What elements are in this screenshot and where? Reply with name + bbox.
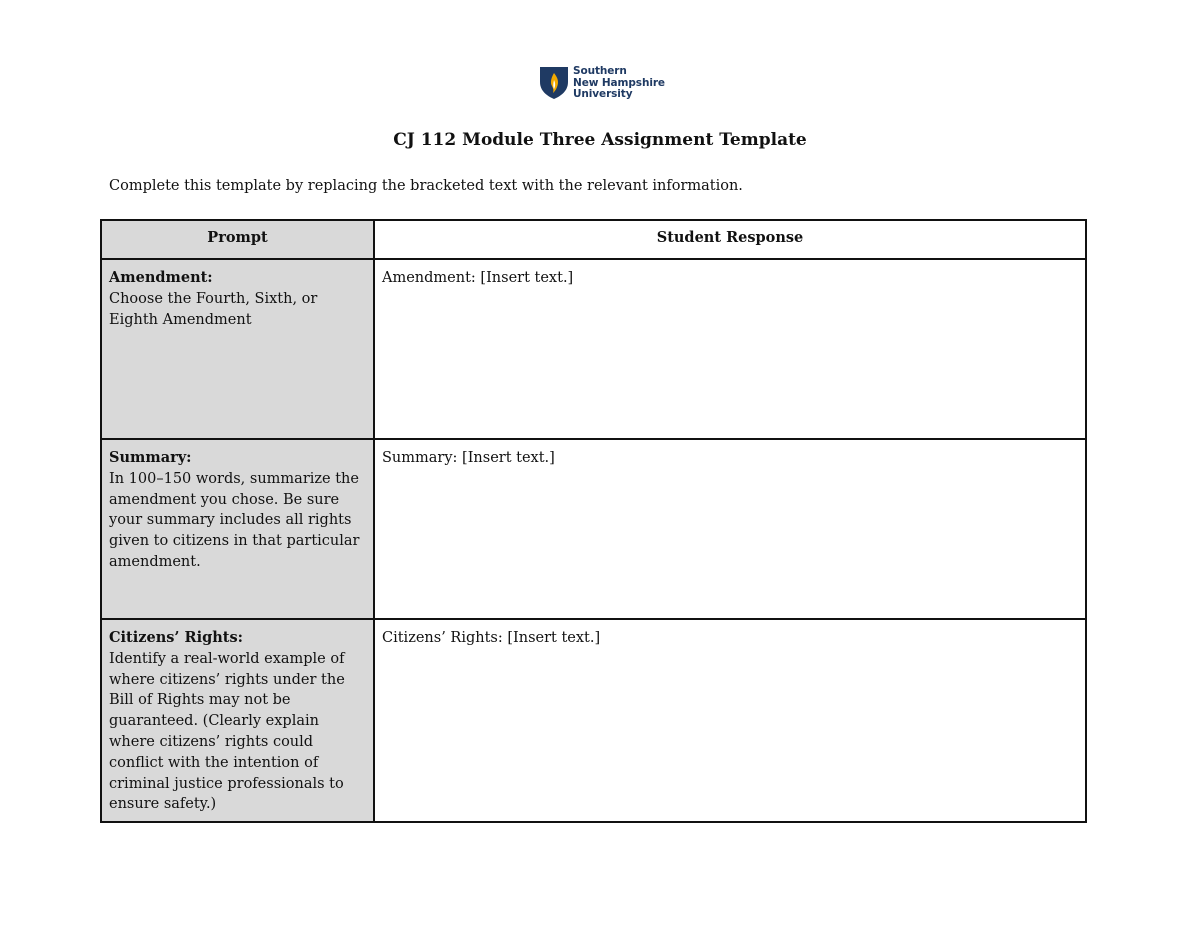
prompt-label: Citizens’ Rights: — [109, 629, 243, 646]
prompt-column-header: Prompt — [101, 220, 374, 259]
table-row-summary — [101, 439, 1086, 619]
response-column-header: Student Response — [374, 220, 1086, 259]
prompt-cell-amendment — [101, 259, 374, 439]
shield-flame-icon — [539, 66, 569, 100]
logo-line-1: Southern — [573, 65, 627, 77]
response-cell-amendment[interactable]: Amendment: [Insert text.] — [374, 259, 1086, 439]
prompt-label: Amendment: — [109, 269, 213, 286]
assignment-table — [100, 219, 1087, 823]
prompt-cell-summary — [101, 439, 374, 619]
logo-line-2: New Hampshire — [573, 76, 665, 89]
table-row-amendment — [101, 259, 1086, 439]
table-header-row — [101, 220, 1086, 259]
response-cell-citizens-rights[interactable]: Citizens’ Rights: [Insert text.] — [374, 619, 1086, 822]
snhu-logo — [539, 66, 669, 102]
logo-wordmark — [573, 66, 665, 101]
prompt-cell-citizens-rights — [101, 619, 374, 822]
document-title: CJ 112 Module Three Assignment Template — [393, 130, 807, 150]
table-row-citizens-rights — [101, 619, 1086, 822]
prompt-label: Summary: — [109, 449, 192, 466]
prompt-text: In 100–150 words, summarize the amendment you chose. Be sure your summary includes all rights given to citizens in that particular amendment. — [109, 470, 360, 570]
instructions-text: Complete this template by replacing the bracketed text with the relevant information. — [109, 178, 743, 194]
prompt-text: Identify a real-world example of where citizens’ rights under the Bill of Rights may not be guaranteed. (Clearly explain where citizens’ rights could conflict with the intention of criminal justice professionals to ensure safety.) — [109, 650, 345, 813]
response-cell-summary[interactable]: Summary: [Insert text.] — [374, 439, 1086, 619]
prompt-text: Choose the Fourth, Sixth, or Eighth Amendment — [109, 290, 318, 328]
logo-line-3: University — [573, 88, 633, 100]
